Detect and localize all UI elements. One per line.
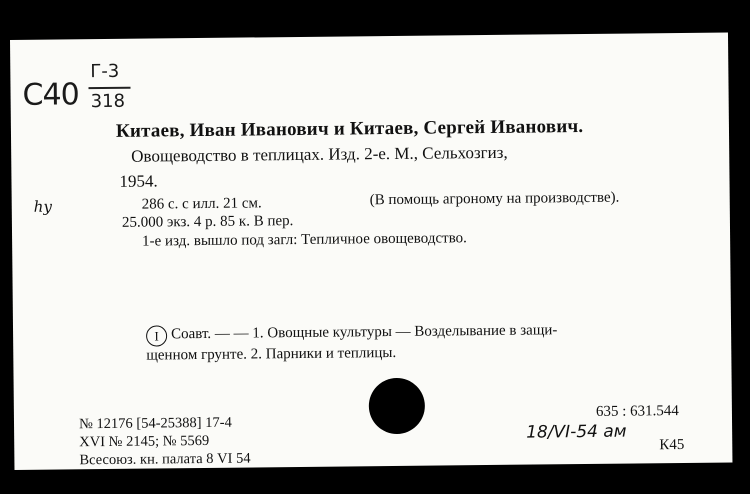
footer-line-3: Всесоюз. кн. палата 8 VI 54 [79, 450, 251, 469]
description-line-1: 286 с. с илл. 21 см. [141, 195, 262, 213]
call-number-main: С40 [22, 77, 79, 113]
subjects-line-1: Соавт. — — 1. Овощные культуры — Возделывание в защи- [171, 322, 558, 343]
catalog-card [10, 32, 732, 469]
description-line-3: 1-е изд. вышло под загл: Тепличное овощеводство. [142, 230, 467, 250]
footer-line-2: XVI № 2145; № 5569 [79, 432, 210, 451]
call-number-top: Г-3 [90, 60, 120, 83]
margin-note: hy [33, 197, 52, 216]
circle-number: I [146, 325, 167, 346]
call-number-bottom: 318 [90, 90, 126, 113]
punch-hole [369, 378, 426, 435]
title-line-2: 1954. [119, 171, 158, 191]
subjects-line-2: щенном грунте. 2. Парники и теплицы. [146, 344, 397, 364]
call-number-divider [88, 87, 130, 89]
footer-line-1: № 12176 [54-25388] 17-4 [78, 414, 232, 433]
handwritten-date: 18/VI-54 ам [526, 421, 627, 443]
classification-index: 635 : 631.544 [595, 403, 679, 420]
title-line-1: Овощеводство в теплицах. Изд. 2-е. М., Сельхозгиз, [131, 142, 508, 166]
series-note: (В помощь агроному на производстве). [369, 189, 620, 209]
author-heading: Китаев, Иван Иванович и Китаев, Сергей Иванович. [115, 116, 584, 142]
description-line-2: 25.000 экз. 4 р. 85 к. В пер. [121, 213, 294, 231]
author-mark: К45 [659, 436, 685, 454]
